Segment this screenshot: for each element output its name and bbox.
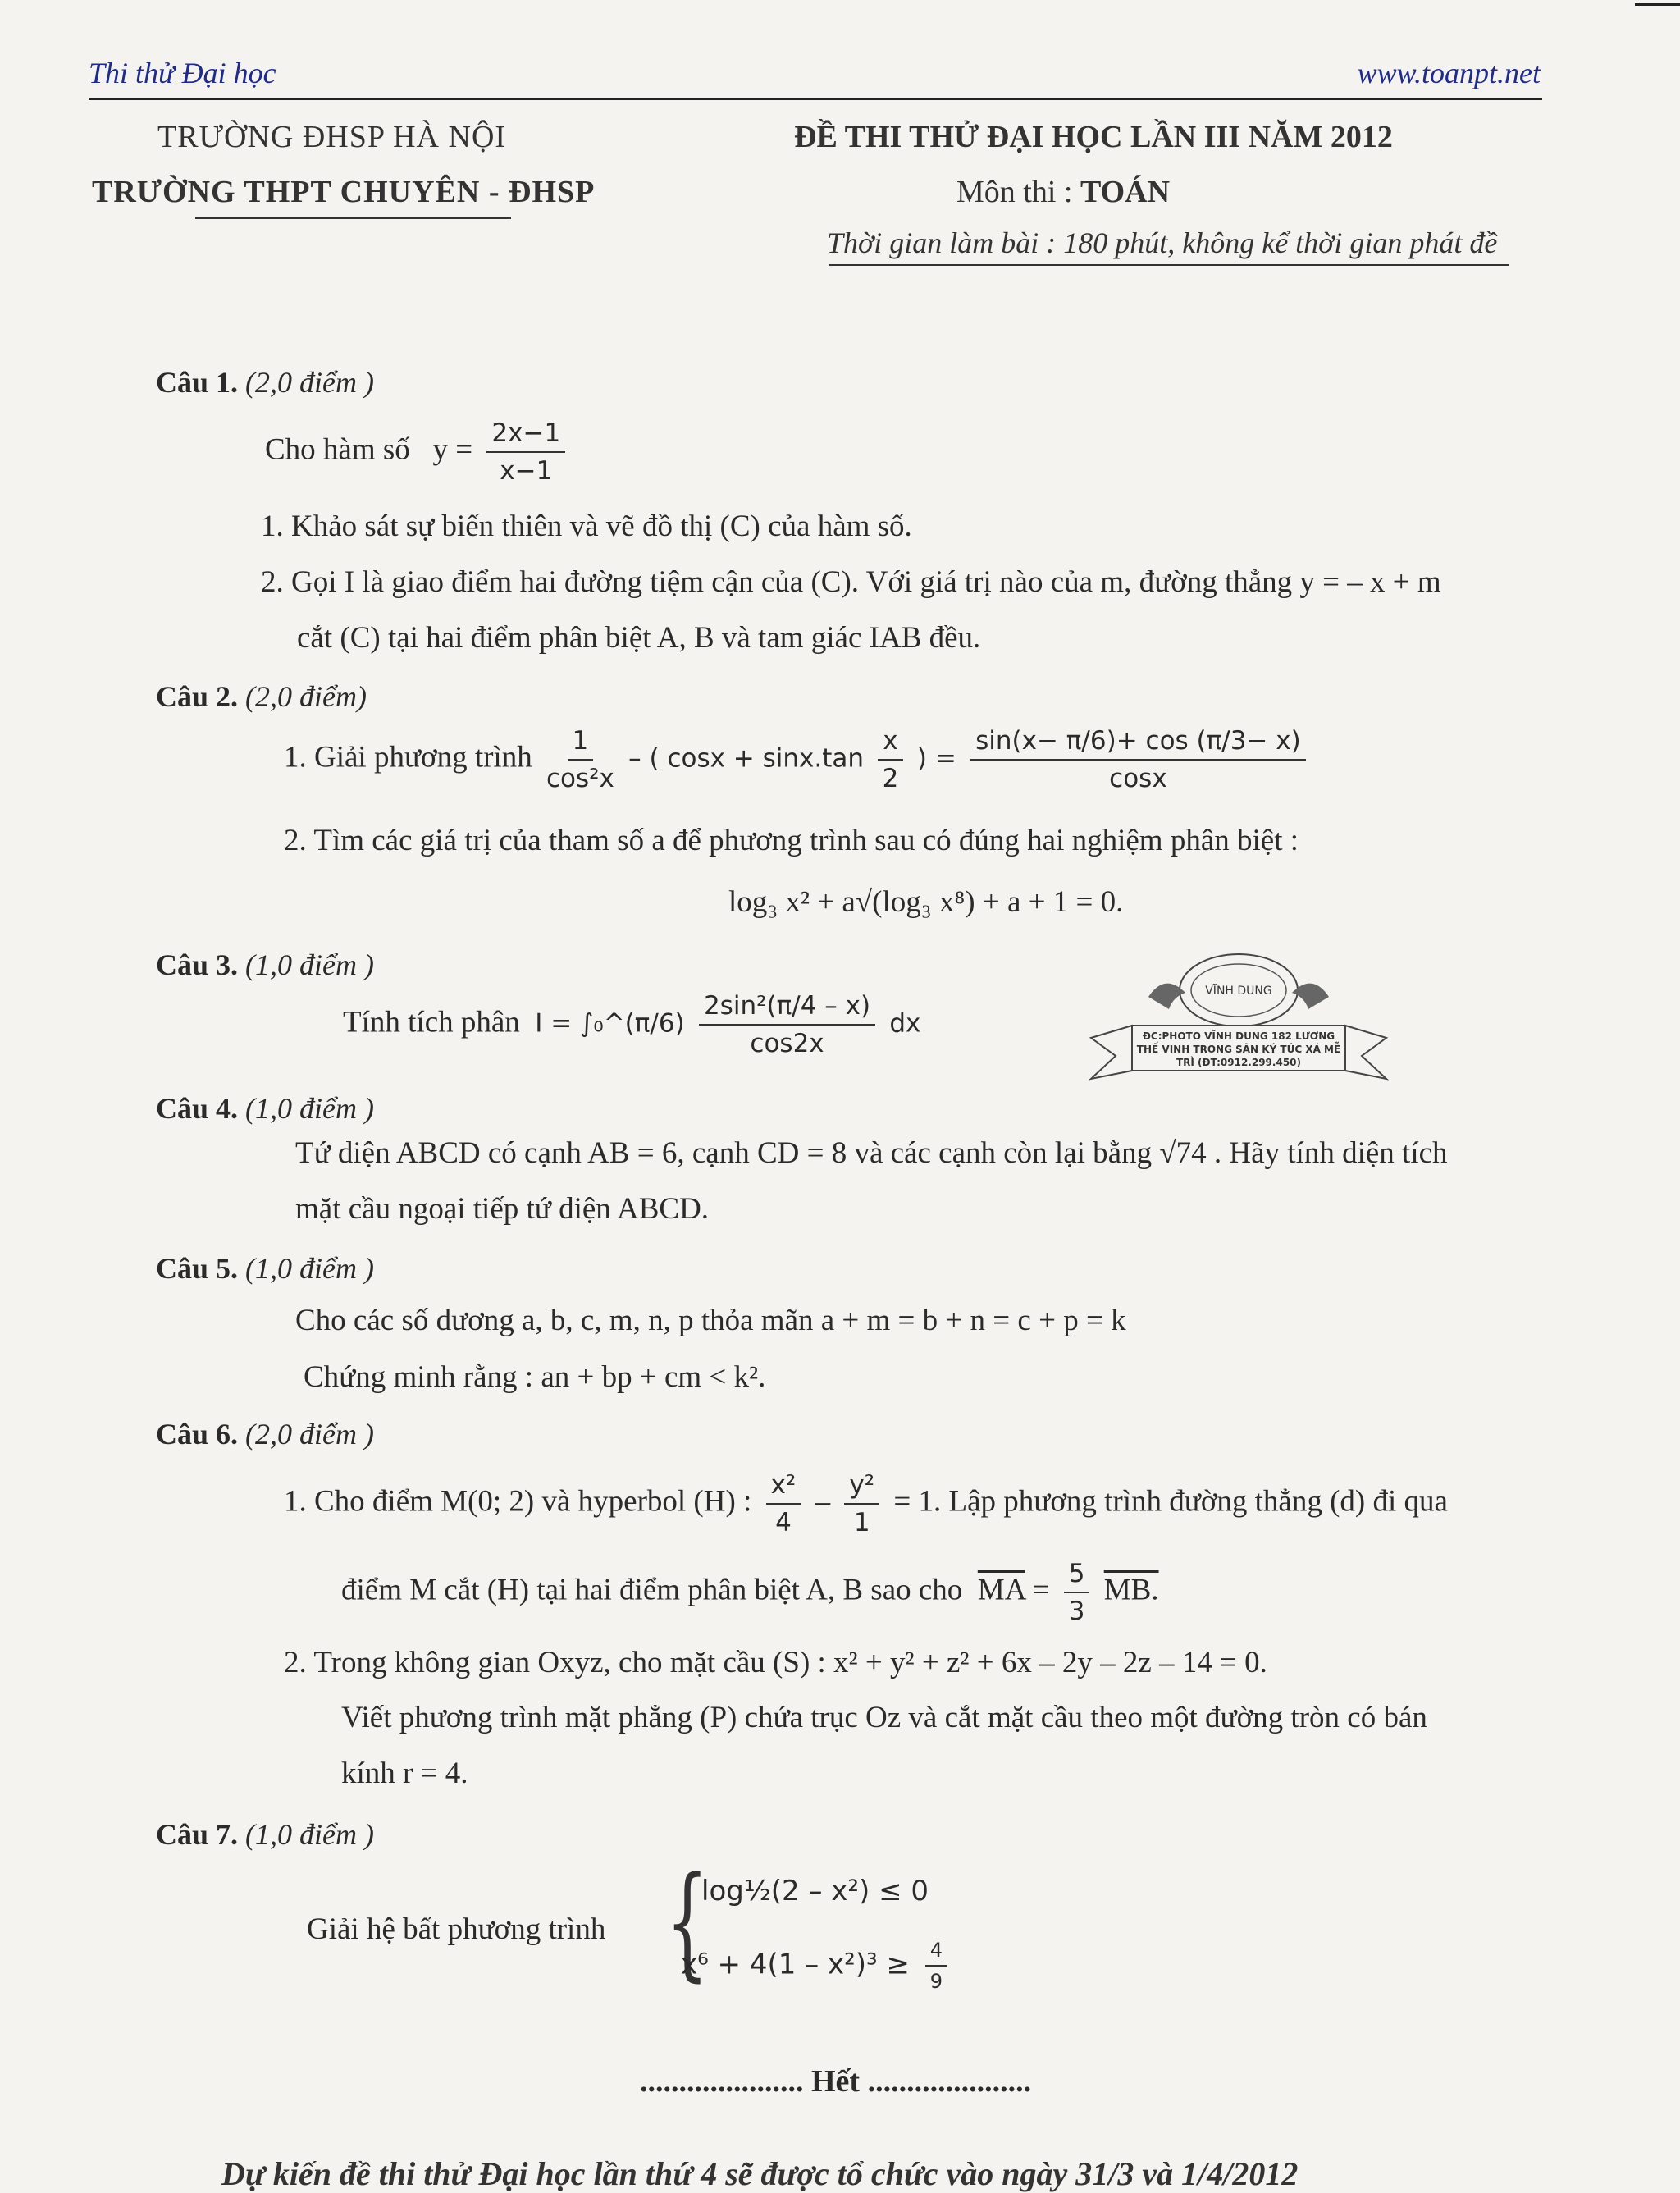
photo-shop-stamp (1083, 948, 1395, 1087)
subject-label: Môn thi : (956, 175, 1080, 209)
q2-equals: ) = (916, 743, 956, 774)
numerator: 4 (925, 1939, 947, 1967)
numerator: 2sin²(π/4 – x) (699, 991, 875, 1026)
numerator: 2x−1 (486, 418, 565, 453)
q4-line-2: mặt cầu ngoại tiếp tứ diện ABCD. (295, 1192, 710, 1226)
q6-part-2: 2. Trong không gian Oxyz, cho mặt cầu (S) : x² + y² + z² + 6x – 2y – 2z – 14 = 0. (284, 1646, 1267, 1679)
question-points: (1,0 điểm ) (245, 1252, 374, 1285)
numerator: x (878, 726, 902, 761)
corner-mark (1635, 3, 1680, 6)
exam-duration: Thời gian làm bài : 180 phút, không kể thời gian phát đề (827, 226, 1498, 259)
numerator: y² (844, 1470, 879, 1505)
question-label: Câu 3. (156, 948, 239, 981)
q2-part-1-text: 1. Giải phương trình (284, 740, 532, 774)
denominator: 2 (882, 764, 899, 793)
question-label: Câu 6. (156, 1418, 239, 1451)
q3-fraction (699, 991, 875, 1058)
exam-subject (956, 174, 1170, 210)
q1-intro: Cho hàm số (265, 432, 410, 467)
question-2-title (156, 679, 367, 714)
q6-part-1-rest: = 1. Lập phương trình đường thẳng (d) đi qua (893, 1484, 1448, 1519)
q6-part-1-cont (341, 1559, 1159, 1626)
denominator: cos²x (546, 764, 614, 793)
q6-part-1-text: 1. Cho điểm M(0; 2) và hyperbol (H) : (284, 1484, 752, 1519)
footer-note: Dự kiến đề thi thử Đại học lần thứ 4 sẽ được tổ chức vào ngày 31/3 và 1/4/2012 (221, 2155, 1299, 2192)
q2-equation-2: log₃ x² + a√(log₃ x⁸) + a + 1 = 0. (728, 885, 1124, 919)
stamp-line-1: ĐC:PHOTO VĨNH DUNG 182 LƯƠNG (1142, 1030, 1335, 1042)
q2-fraction-2 (878, 726, 902, 793)
question-label: Câu 7. (156, 1818, 239, 1851)
q6-part-1-cont-text: điểm M cắt (H) tại hai điểm phân biệt A, B sao cho (341, 1573, 963, 1607)
vector-ma: $\overline{MA}$ (977, 1573, 1025, 1607)
question-7-title (156, 1817, 374, 1852)
numerator: x² (766, 1470, 801, 1505)
denominator: 4 (775, 1508, 792, 1537)
denominator: cosx (1109, 764, 1167, 793)
q6-part-1 (284, 1470, 1448, 1537)
q7-inequality-2 (681, 1939, 954, 1993)
question-4-title (156, 1091, 374, 1126)
stamp-line-2: THẾ VINH TRONG SÂN KÝ TÚC XÁ MỄ (1136, 1044, 1341, 1055)
q1-fraction (486, 418, 565, 486)
q3-integral (343, 991, 920, 1058)
header-website: www.toanpt.net (1357, 57, 1541, 89)
q6-part-2-cont: Viết phương trình mặt phẳng (P) chứa trục Oz và cắt mặt cầu theo một đường tròn có bán (341, 1701, 1427, 1734)
q2-fraction-3 (970, 726, 1306, 793)
question-5-title (156, 1251, 374, 1286)
question-points: (2,0 điểm) (245, 680, 367, 713)
q1-y: y = (432, 432, 473, 467)
q1-part-2: 2. Gọi I là giao điểm hai đường tiệm cận của (C). Với giá trị nào của m, đường thẳng y = – x + m (261, 565, 1441, 599)
q7-inequality-1: log½(2 – x²) ≤ 0 (701, 1875, 929, 1907)
school-underline (195, 217, 511, 219)
duration-underline (829, 264, 1509, 266)
denominator: 3 (1068, 1597, 1085, 1626)
q1-function (265, 418, 572, 486)
q6-equals: = (1032, 1573, 1050, 1607)
q4-line-1: Tứ diện ABCD có cạnh AB = 6, cạnh CD = 8 và các cạnh còn lại bằng √74 . Hãy tính diện tích (295, 1136, 1448, 1170)
q6-minus: – (815, 1484, 831, 1519)
denominator: 1 (853, 1508, 870, 1537)
numerator: 5 (1064, 1559, 1090, 1593)
q6-hyperbol-x (766, 1470, 801, 1537)
question-3-title (156, 948, 374, 982)
vector-mb: MB. (1103, 1573, 1159, 1607)
question-1-title (156, 365, 374, 400)
school-name-1: TRƯỜNG ĐHSP HÀ NỘI (158, 120, 507, 154)
q2-part-2: 2. Tìm các giá trị của tham số a để phương trình sau có đúng hai nghiệm phân biệt : (284, 824, 1299, 857)
q2-equation-1 (284, 726, 1312, 793)
question-label: Câu 2. (156, 680, 239, 713)
header-left-text: Thi thử Đại học (89, 57, 276, 89)
denominator: x−1 (500, 456, 553, 486)
question-points: (2,0 điểm ) (245, 1418, 374, 1451)
denominator: 9 (929, 1970, 943, 1993)
system-brace: { (665, 1851, 709, 1994)
question-label: Câu 5. (156, 1252, 239, 1285)
numerator: 1 (568, 726, 594, 761)
stamp-name: VĨNH DUNG (1205, 985, 1272, 998)
end-marker: ..................... Hết ..................... (640, 2064, 1032, 2099)
question-points: (1,0 điểm ) (245, 1092, 374, 1125)
subject-value: TOÁN (1080, 175, 1171, 209)
q1-part-1: 1. Khảo sát sự biến thiên và vẽ đồ thị (C) của hàm số. (261, 509, 912, 543)
question-points: (2,0 điểm ) (245, 366, 374, 399)
stamp-line-3: TRÌ (ĐT:0912.299.450) (1176, 1057, 1302, 1068)
school-name-2: TRƯỜNG THPT CHUYÊN - ĐHSP (92, 175, 596, 209)
numerator: sin(x− π/6)+ cos (π/3− x) (970, 726, 1306, 761)
q7-inequality-2-left: x⁶ + 4(1 – x²)³ ≥ (681, 1948, 910, 1981)
question-points: (1,0 điểm ) (245, 1818, 374, 1851)
q7-text: Giải hệ bất phương trình (307, 1912, 606, 1946)
question-label: Câu 1. (156, 366, 239, 399)
q2-middle: – ( cosx + sinx.tan (628, 743, 865, 774)
q5-line-2: Chứng minh rằng : an + bp + cm < k². (304, 1360, 766, 1394)
q5-line-1: Cho các số dương a, b, c, m, n, p thỏa mãn a + m = b + n = c + p = k (295, 1304, 1126, 1337)
q3-expr: I = ∫₀^(π/6) (535, 1008, 685, 1039)
q2-fraction-1 (546, 726, 614, 793)
q6-ratio (1064, 1559, 1090, 1626)
q6-part-2-end: kính r = 4. (341, 1757, 468, 1790)
q6-hyperbol-y (844, 1470, 879, 1537)
denominator: cos2x (750, 1029, 824, 1058)
q3-text: Tính tích phân (343, 1005, 520, 1039)
q7-fraction (925, 1939, 947, 1993)
question-points: (1,0 điểm ) (245, 948, 374, 981)
exam-title: ĐỀ THI THỬ ĐẠI HỌC LẦN III NĂM 2012 (794, 120, 1393, 154)
q3-dx: dx (889, 1008, 921, 1039)
question-label: Câu 4. (156, 1092, 239, 1125)
header-rule (89, 98, 1542, 100)
q1-part-2-cont: cắt (C) tại hai điểm phân biệt A, B và tam giác IAB đều. (297, 621, 981, 655)
question-6-title (156, 1417, 374, 1451)
